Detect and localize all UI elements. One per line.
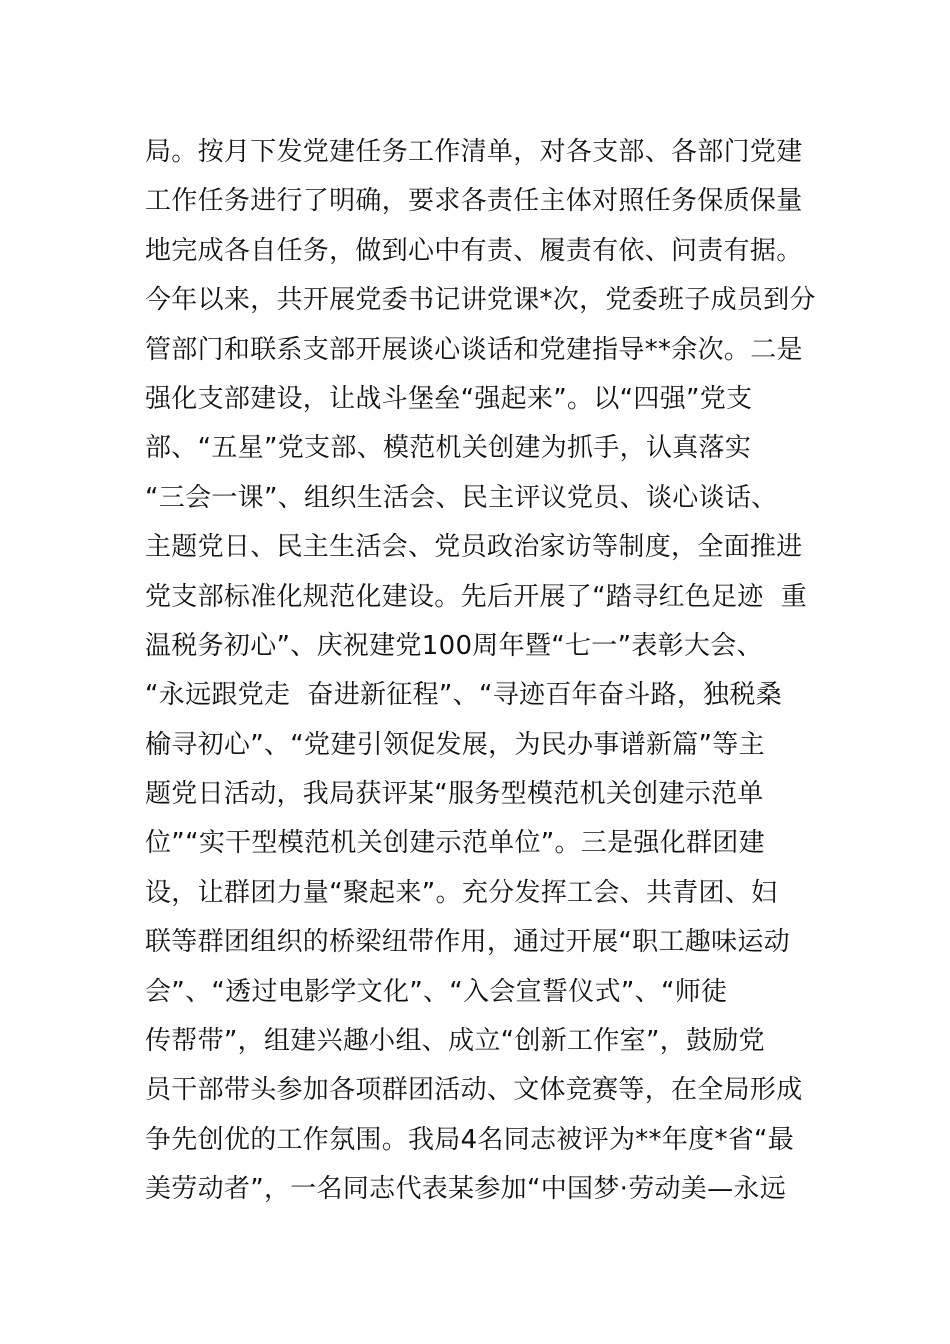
text-line: 设，让群团力量“聚起来”。充分发挥工会、共青团、妇 (145, 877, 778, 908)
text-line: 争先创优的工作氛围。我局4名同志被评为**年度*省“最 (145, 1124, 795, 1155)
text-line: 榆寻初心”、“党建引领促发展，为民办事谱新篇”等主 (145, 729, 765, 760)
text-line: 今年以来，共开展党委书记讲党课*次，党委班子成员到分 (145, 285, 816, 316)
text-line: 传帮带”，组建兴趣小组、成立“创新工作室”，鼓励党 (145, 1026, 765, 1057)
text-line: 位”“实干型模范机关创建示范单位”。三是强化群团建 (145, 828, 765, 859)
text-line: 温税务初心”、庆祝建党100周年暨“七一”表彰大会、 (145, 630, 763, 661)
text-line: 部、“五星”党支部、模范机关创建为抓手，认真落实 (145, 433, 752, 464)
text-line: 工作任务进行了明确，要求各责任主体对照任务保质保量 (145, 186, 803, 217)
text-line: 会”、“透过电影学文化”、“入会宣誓仪式”、“师徒 (145, 976, 728, 1007)
text-line: 局。按月下发党建任务工作清单，对各支部、各部门党建 (145, 137, 803, 167)
text-line: 主题党日、民主生活会、党员政治家访等制度，全面推进 (145, 532, 803, 563)
text-line: 地完成各自任务，做到心中有责、履责有依、问责有据。 (145, 235, 803, 266)
text-line: 员干部带头参加各项群团活动、文体竞赛等，在全局形成 (145, 1075, 803, 1106)
text-line: 党支部标准化规范化建设。先后开展了“踏寻红色足迹 重 (145, 581, 808, 612)
text-line: “三会一课”、组织生活会、民主评议党员、谈心谈话、 (145, 482, 778, 513)
body-text (145, 128, 815, 1215)
text-line: 强化支部建设，让战斗堡垒“强起来”。以“四强”党支 (145, 383, 753, 414)
text-line: 联等群团组织的桥梁纽带作用，通过开展“职工趣味运动 (145, 927, 790, 958)
text-line: 管部门和联系支部开展谈心谈话和党建指导**余次。二是 (145, 334, 803, 365)
text-line: “永远跟党走 奋进新征程”、“寻迹百年奋斗路，独税桑 (145, 680, 783, 711)
text-line: 美劳动者”，一名同志代表某参加“中国梦·劳动美—永远 (145, 1174, 787, 1205)
text-line: 题党日活动，我局获评某“服务型模范机关创建示范单 (145, 779, 764, 810)
